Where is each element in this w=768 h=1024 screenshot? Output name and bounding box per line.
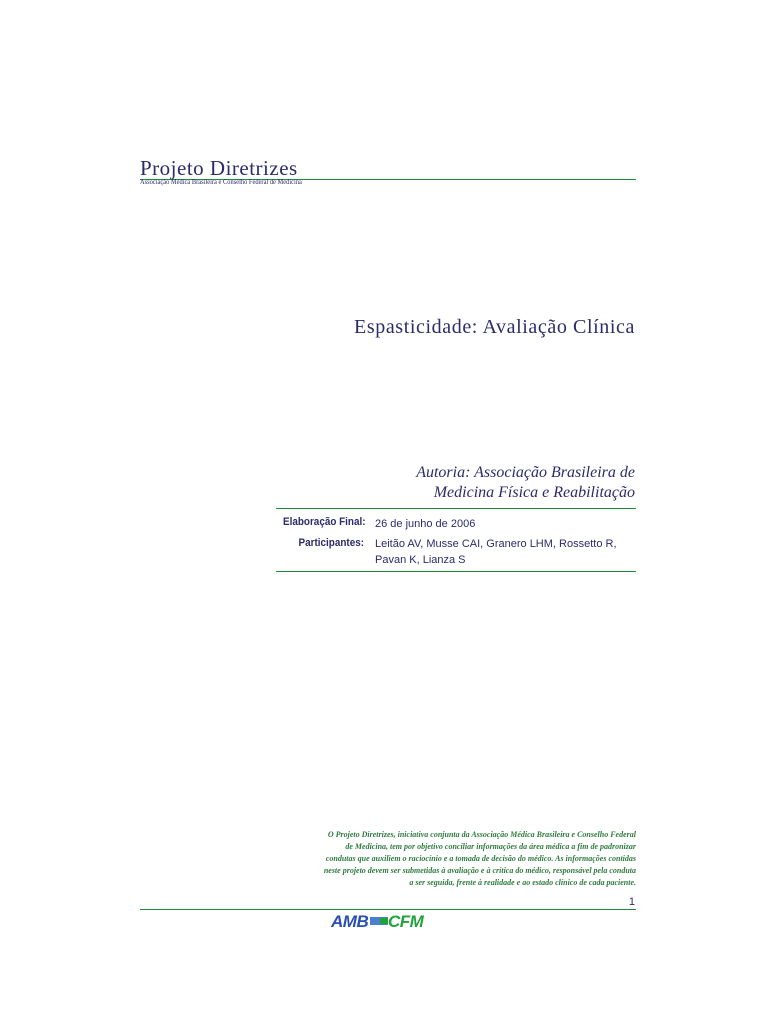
amb-logo-text: AMB — [331, 912, 369, 931]
authorship — [275, 463, 635, 503]
document-title: Espasticidade: Avaliação Clínica — [354, 316, 635, 338]
cfm-logo — [388, 912, 425, 931]
disclaimer — [270, 829, 636, 889]
disclaimer-line: O Projeto Diretrizes, iniciativa conjunta da Associação Médica Brasileira e Conselho Federal — [327, 830, 636, 839]
participantes-line-2: Pavan K, Lianza S — [375, 554, 466, 566]
cfm-logo-text: CFM — [388, 912, 424, 931]
header-title: Projeto Diretrizes — [140, 156, 298, 180]
header-subtitle: Associação Médica Brasileira e Conselho Federal de Medicina — [140, 178, 302, 186]
amb-cfm-logos — [330, 909, 446, 931]
page-number: 1 — [628, 896, 635, 908]
disclaimer-line: a ser seguida, frente à realidade e ao estado clínico de cada paciente. — [409, 878, 636, 887]
disclaimer-line: de Medicina, tem por objetivo conciliar informações da área médica a fim de padronizar — [345, 842, 636, 851]
logo-connector-green — [380, 918, 388, 924]
authorship-line-2: Medicina Física e Reabilitação — [433, 484, 635, 501]
authorship-line-1: Autoria: Associação Brasileira de — [416, 464, 635, 481]
elaboracao-label: Elaboração Final: — [283, 516, 366, 528]
participantes-line-1: Leitão AV, Musse CAI, Granero LHM, Rossetto R, — [375, 538, 617, 550]
disclaimer-line: neste projeto devem ser submetidas à avaliação e à crítica do médico, responsável pela conduta — [323, 866, 636, 875]
logos-svg — [330, 909, 446, 931]
amb-logo — [330, 912, 368, 931]
elaboracao-value: 26 de junho de 2006 — [375, 518, 476, 530]
participantes-label: Participantes: — [298, 537, 364, 549]
participantes-value — [375, 536, 625, 568]
disclaimer-line: condutas que auxiliem o raciocínio e a tomada de decisão do médico. As informações contidas — [325, 854, 636, 863]
info-bottom-rule — [276, 571, 636, 572]
info-top-rule — [276, 508, 636, 509]
